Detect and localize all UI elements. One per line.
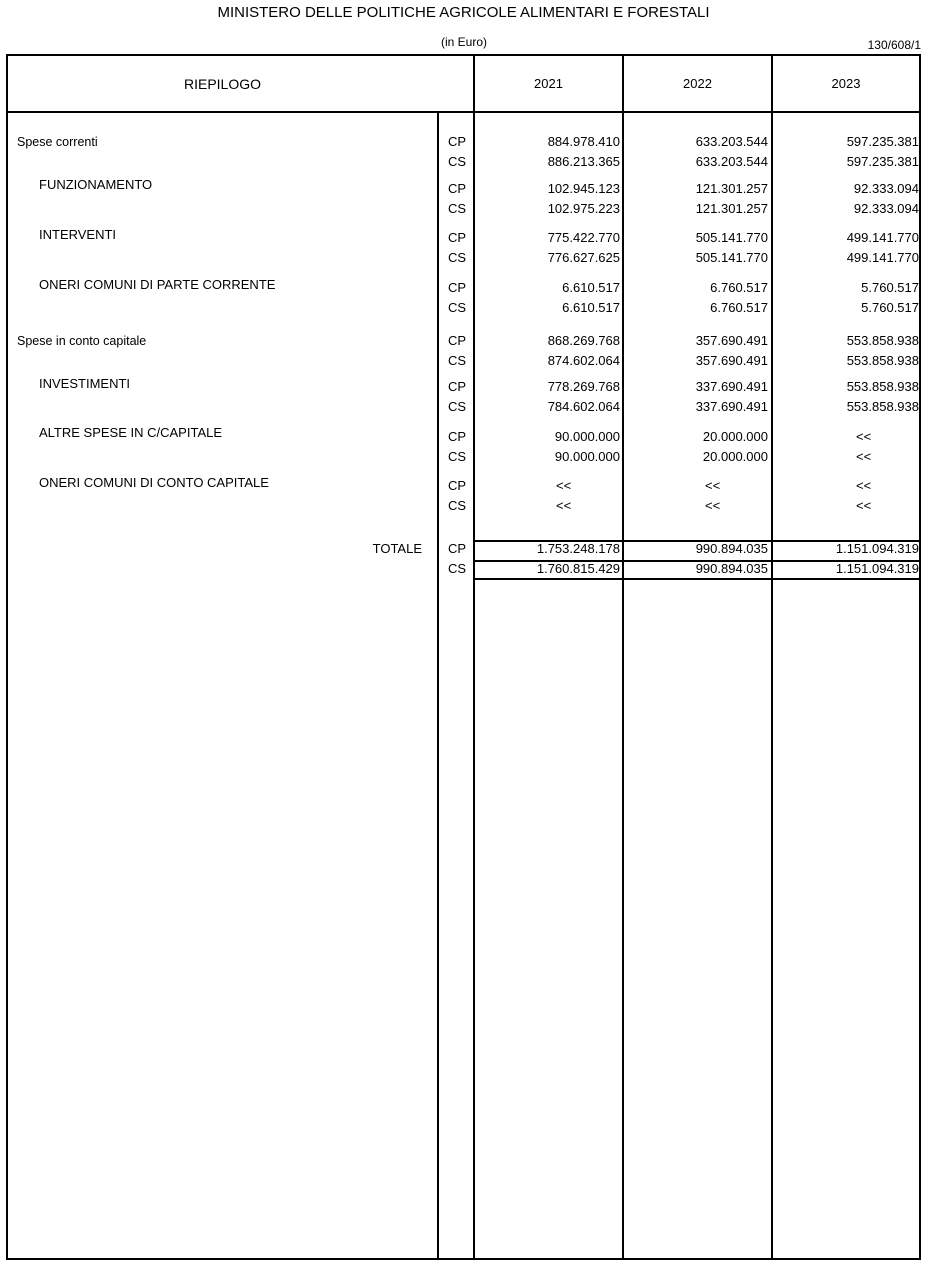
total-value: 990.894.035	[695, 541, 768, 556]
cell-value: 337.690.491	[695, 399, 768, 414]
cell-value: <<	[856, 498, 872, 513]
total-bottom-line	[473, 578, 921, 580]
cell-value: 92.333.094	[853, 201, 919, 216]
kind-cs: CS	[447, 561, 467, 576]
cell-value: 102.945.123	[547, 181, 620, 196]
cell-value: 884.978.410	[547, 134, 620, 149]
cell-value: 775.422.770	[547, 230, 620, 245]
cell-value: 633.203.544	[695, 154, 768, 169]
cell-value: <<	[856, 429, 872, 444]
cell-value: 5.760.517	[861, 300, 919, 315]
header-year-2023: 2023	[831, 76, 861, 91]
cell-value: 20.000.000	[702, 449, 768, 464]
kind-cs: CS	[447, 353, 467, 368]
cell-value: 499.141.770	[846, 230, 919, 245]
total-value: 1.753.248.178	[536, 541, 620, 556]
row-label-altre-spese: ALTRE SPESE IN C/CAPITALE	[39, 425, 223, 440]
total-value: 990.894.035	[695, 561, 768, 576]
cell-value: <<	[556, 478, 572, 493]
page-title: MINISTERO DELLE POLITICHE AGRICOLE ALIMENTARI E FORESTALI	[217, 4, 710, 21]
cell-value: 6.760.517	[710, 280, 768, 295]
kind-cp: CP	[447, 181, 467, 196]
cell-value: 90.000.000	[554, 429, 620, 444]
kind-cp: CP	[447, 134, 467, 149]
row-label-interventi: INTERVENTI	[39, 227, 117, 242]
cell-value: 92.333.094	[853, 181, 919, 196]
cell-value: <<	[705, 498, 721, 513]
header-summary: RIEPILOGO	[183, 76, 262, 92]
cell-value: 121.301.257	[695, 181, 768, 196]
cell-value: 778.269.768	[547, 379, 620, 394]
kind-cs: CS	[447, 201, 467, 216]
cell-value: 121.301.257	[695, 201, 768, 216]
cell-value: 784.602.064	[547, 399, 620, 414]
cell-value: <<	[556, 498, 572, 513]
kind-cp: CP	[447, 541, 467, 556]
unit-note: (in Euro)	[440, 35, 487, 49]
kind-cp: CP	[447, 379, 467, 394]
cell-value: <<	[856, 449, 872, 464]
total-value: 1.760.815.429	[536, 561, 620, 576]
cell-value: 868.269.768	[547, 333, 620, 348]
kind-cs: CS	[447, 498, 467, 513]
kind-cs: CS	[447, 449, 467, 464]
cell-value: 102.975.223	[547, 201, 620, 216]
divider-2022-left	[622, 54, 624, 1260]
cell-value: 337.690.491	[695, 379, 768, 394]
cell-value: 6.610.517	[562, 280, 620, 295]
total-value: 1.151.094.319	[835, 541, 919, 556]
cell-value: 357.690.491	[695, 353, 768, 368]
kind-cs: CS	[447, 250, 467, 265]
cell-value: 886.213.365	[547, 154, 620, 169]
cell-value: 6.760.517	[710, 300, 768, 315]
cell-value: 553.858.938	[846, 399, 919, 414]
cell-value: 499.141.770	[846, 250, 919, 265]
cell-value: 90.000.000	[554, 449, 620, 464]
row-label-spese-correnti: Spese correnti	[17, 135, 98, 149]
cell-value: 553.858.938	[846, 353, 919, 368]
row-label-oneri-conto-capitale: ONERI COMUNI DI CONTO CAPITALE	[39, 475, 269, 490]
cell-value: <<	[856, 478, 872, 493]
row-label-investimenti: INVESTIMENTI	[39, 376, 131, 391]
cell-value: 5.760.517	[861, 280, 919, 295]
cell-value: 597.235.381	[846, 154, 919, 169]
kind-cs: CS	[447, 300, 467, 315]
kind-cp: CP	[447, 280, 467, 295]
cell-value: 505.141.770	[695, 230, 768, 245]
kind-cs: CS	[447, 154, 467, 169]
kind-cp: CP	[447, 429, 467, 444]
cell-value: 553.858.938	[846, 333, 919, 348]
kind-cp: CP	[447, 478, 467, 493]
row-label-spese-conto-capitale: Spese in conto capitale	[17, 334, 147, 348]
row-label-oneri-parte-corrente: ONERI COMUNI DI PARTE CORRENTE	[39, 277, 276, 292]
total-value: 1.151.094.319	[835, 561, 919, 576]
cell-value: 505.141.770	[695, 250, 768, 265]
cell-value: 597.235.381	[846, 134, 919, 149]
header-year-2022: 2022	[683, 76, 712, 91]
cell-value: 20.000.000	[702, 429, 768, 444]
cell-value: 357.690.491	[695, 333, 768, 348]
cell-value: 6.610.517	[562, 300, 620, 315]
header-year-2021: 2021	[534, 76, 563, 91]
kind-cp: CP	[447, 333, 467, 348]
kind-cp: CP	[447, 230, 467, 245]
kind-cs: CS	[447, 399, 467, 414]
divider-2023-left	[771, 54, 773, 1260]
document-code: 130/608/1	[867, 38, 921, 52]
row-label-funzionamento: FUNZIONAMENTO	[39, 177, 153, 192]
cell-value: 874.602.064	[547, 353, 620, 368]
cell-value: 633.203.544	[695, 134, 768, 149]
total-label: TOTALE	[372, 541, 422, 556]
cell-value: 776.627.625	[547, 250, 620, 265]
divider-kind-left	[437, 111, 439, 1260]
cell-value: <<	[705, 478, 721, 493]
cell-value: 553.858.938	[846, 379, 919, 394]
